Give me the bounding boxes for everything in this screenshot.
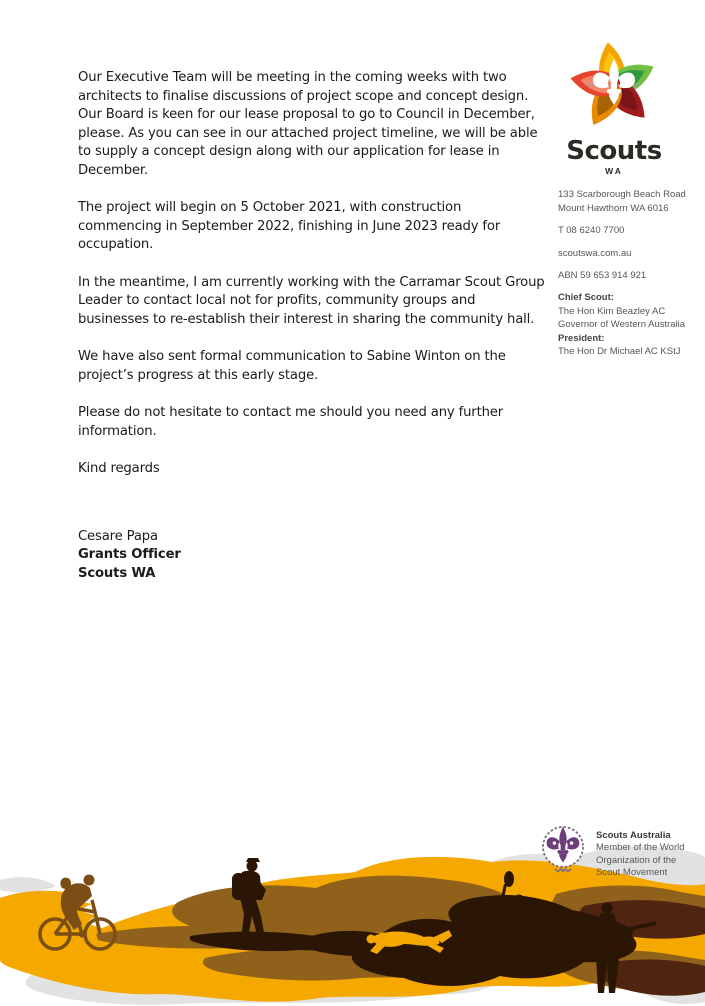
president-label: President:	[558, 332, 605, 344]
signature-name: Cesare Papa	[78, 528, 158, 544]
address-line: 133 Scarborough Beach Road	[558, 189, 686, 201]
scouts-australia-badge	[537, 822, 697, 880]
scouts-region-label: WA	[605, 166, 623, 176]
signature-organisation: Scouts WA	[78, 565, 156, 581]
chief-scout-title: Governor of Western Australia	[558, 319, 686, 331]
letter-closing: Kind regards	[78, 461, 160, 476]
badge-title: Scouts Australia	[596, 830, 671, 841]
officials	[558, 291, 696, 358]
badge-line: Scout Movement	[596, 866, 668, 878]
badge-line: Organization of the	[596, 854, 677, 866]
letter-paragraph: Our Executive Team will be meeting in the coming weeks with two architects to finalise discussions of project scope and concept design. Our Board is keen for our lease proposal to go to Council in December, please. As you can see in our attached project timeline, we will be able to supply a concept design along with our application for lease in December.	[78, 70, 538, 178]
letter-paragraph: In the meantime, I am currently working with the Carramar Scout Group Leader to contact local not for profits, community groups and businesses to re-establish their interest in sharing the community hall.	[78, 274, 545, 327]
badge-line: Member of the World	[596, 842, 685, 854]
letter-paragraph: The project will begin on 5 October 2021, with construction commencing in September 2022, finishing in June 2023 ready for occupation.	[78, 200, 501, 252]
chief-scout-label: Chief Scout:	[558, 292, 614, 304]
badge-text	[596, 830, 685, 879]
chief-scout-name: The Hon Kim Beazley AC	[558, 305, 666, 317]
scouts-australia-emblem-icon	[537, 822, 589, 880]
president-name: The Hon Dr Michael AC KStJ	[558, 346, 681, 358]
address	[558, 188, 696, 215]
letter-body	[78, 69, 548, 583]
contact-details	[558, 188, 696, 358]
website-url: scoutswa.com.au	[558, 247, 632, 259]
phone-number: T 08 6240 7700	[558, 225, 625, 237]
signature-role: Grants Officer	[78, 547, 181, 562]
scouts-wa-emblem-icon	[561, 36, 667, 136]
address-line: Mount Hawthorn WA 6016	[558, 202, 669, 214]
scouts-wordmark: Scouts	[566, 136, 662, 166]
scouts-wa-logo	[558, 36, 670, 178]
sidebar	[558, 36, 696, 367]
letter-paragraph: We have also sent formal communication to Sabine Winton on the project’s progress at this early stage.	[78, 349, 506, 383]
abn-number: ABN 59 653 914 921	[558, 270, 647, 282]
signature-block	[78, 528, 548, 584]
letter-paragraph: Please do not hesitate to contact me should you need any further information.	[78, 405, 504, 439]
